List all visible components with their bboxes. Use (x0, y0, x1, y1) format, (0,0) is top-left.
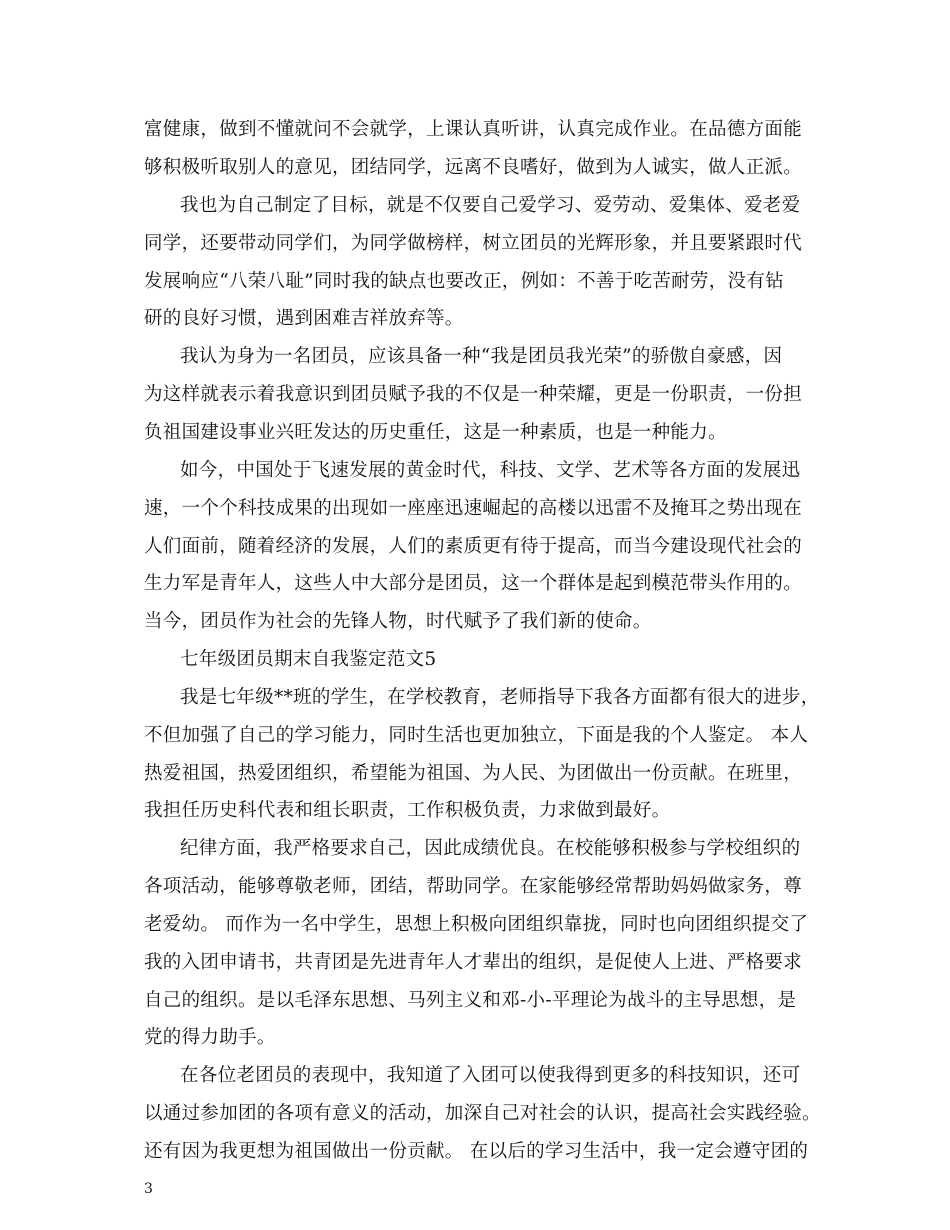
text-line: 同学，还要带动同学们，为同学做榜样，树立团员的光辉形象，并且要紧跟时代 (144, 233, 803, 254)
text-line: 各项活动，能够尊敬老师，团结，帮助同学。在家能够经常帮助妈妈做家务，尊 (144, 876, 803, 897)
text-line: 够积极听取别人的意见，团结同学，远离不良嗜好，做到为人诚实，做人正派。 (144, 157, 803, 178)
paragraph-first-line: 我是七年级**班的学生，在学校教育，老师指导下我各方面都有很大的进步， (180, 687, 820, 708)
text-line: 以通过参加团的各项有意义的活动，加深自己对社会的认识，提高社会实践经验。 (144, 1103, 821, 1124)
text-line: 速，一个个科技成果的出现如一座座迅速崛起的高楼以迅雷不及掩耳之势出现在 (144, 498, 803, 519)
text-line: 为这样就表示着我意识到团员赋予我的不仅是一种荣耀，更是一份职责，一份担 (144, 384, 803, 405)
text-line: 人们面前，随着经济的发展，人们的素质更有待于提高，而当今建设现代社会的 (144, 536, 803, 557)
text-line: 党的得力助手。 (144, 1027, 276, 1048)
text-line: 我的入团申请书，共青团是先进青年人才辈出的组织，是促使人上进、严格要求 (144, 952, 803, 973)
text-line: 负祖国建设事业兴旺发达的历史重任，这是一种素质，也是一种能力。 (144, 422, 727, 443)
text-line: 发展响应“八荣八耻”同时我的缺点也要改正，例如：不善于吃苦耐劳，没有钻 (144, 271, 784, 292)
text-line: 研的良好习惯，遇到困难吉祥放弃等。 (144, 308, 464, 329)
text-line: 生力军是青年人，这些人中大部分是团员，这一个群体是起到模范带头作用的。 (144, 573, 803, 594)
text-line: 自己的组织。是以毛泽东思想、马列主义和邓-小-平理论为战斗的主导思想，是 (144, 990, 797, 1011)
text-line: 热爱祖国，热爱团组织，希望能为祖国、为人民、为团做出一份贡献。在班里， (144, 763, 803, 784)
text-line: 当今，团员作为社会的先锋人物，时代赋予了我们新的使命。 (144, 611, 652, 632)
paragraph-first-line: 如今，中国处于飞速发展的黄金时代，科技、文学、艺术等各方面的发展迅 (180, 460, 801, 481)
text-line: 不但加强了自己的学习能力，同时生活也更加独立，下面是我的个人鉴定。 本人 (144, 725, 809, 746)
section-heading: 七年级团员期末自我鉴定范文5 (180, 649, 437, 670)
paragraph-first-line: 纪律方面，我严格要求自己，因此成绩优良。在校能够积极参与学校组织的 (180, 838, 801, 859)
page-number: 3 (144, 1181, 153, 1197)
paragraph-first-line: 我认为身为一名团员，应该具备一种“我是团员我光荣”的骄傲自豪感，因 (180, 346, 783, 367)
text-line: 我担任历史科代表和组长职责，工作积极负责，力求做到最好。 (144, 800, 671, 821)
paragraph-first-line: 在各位老团员的表现中，我知道了入团可以使我得到更多的科技知识，还可 (180, 1065, 801, 1086)
paragraph-first-line: 我也为自己制定了目标，就是不仅要自己爱学习、爱劳动、爱集体、爱老爱 (180, 195, 801, 216)
text-line: 老爱幼。 而作为一名中学生，思想上积极向团组织靠拢，同时也向团组织提交了 (144, 914, 809, 935)
text-line: 还有因为我更想为祖国做出一份贡献。 在以后的学习生活中，我一定会遵守团的 (144, 1141, 809, 1162)
text-line: 富健康，做到不懂就问不会就学，上课认真听讲，认真完成作业。在品德方面能 (144, 119, 803, 140)
